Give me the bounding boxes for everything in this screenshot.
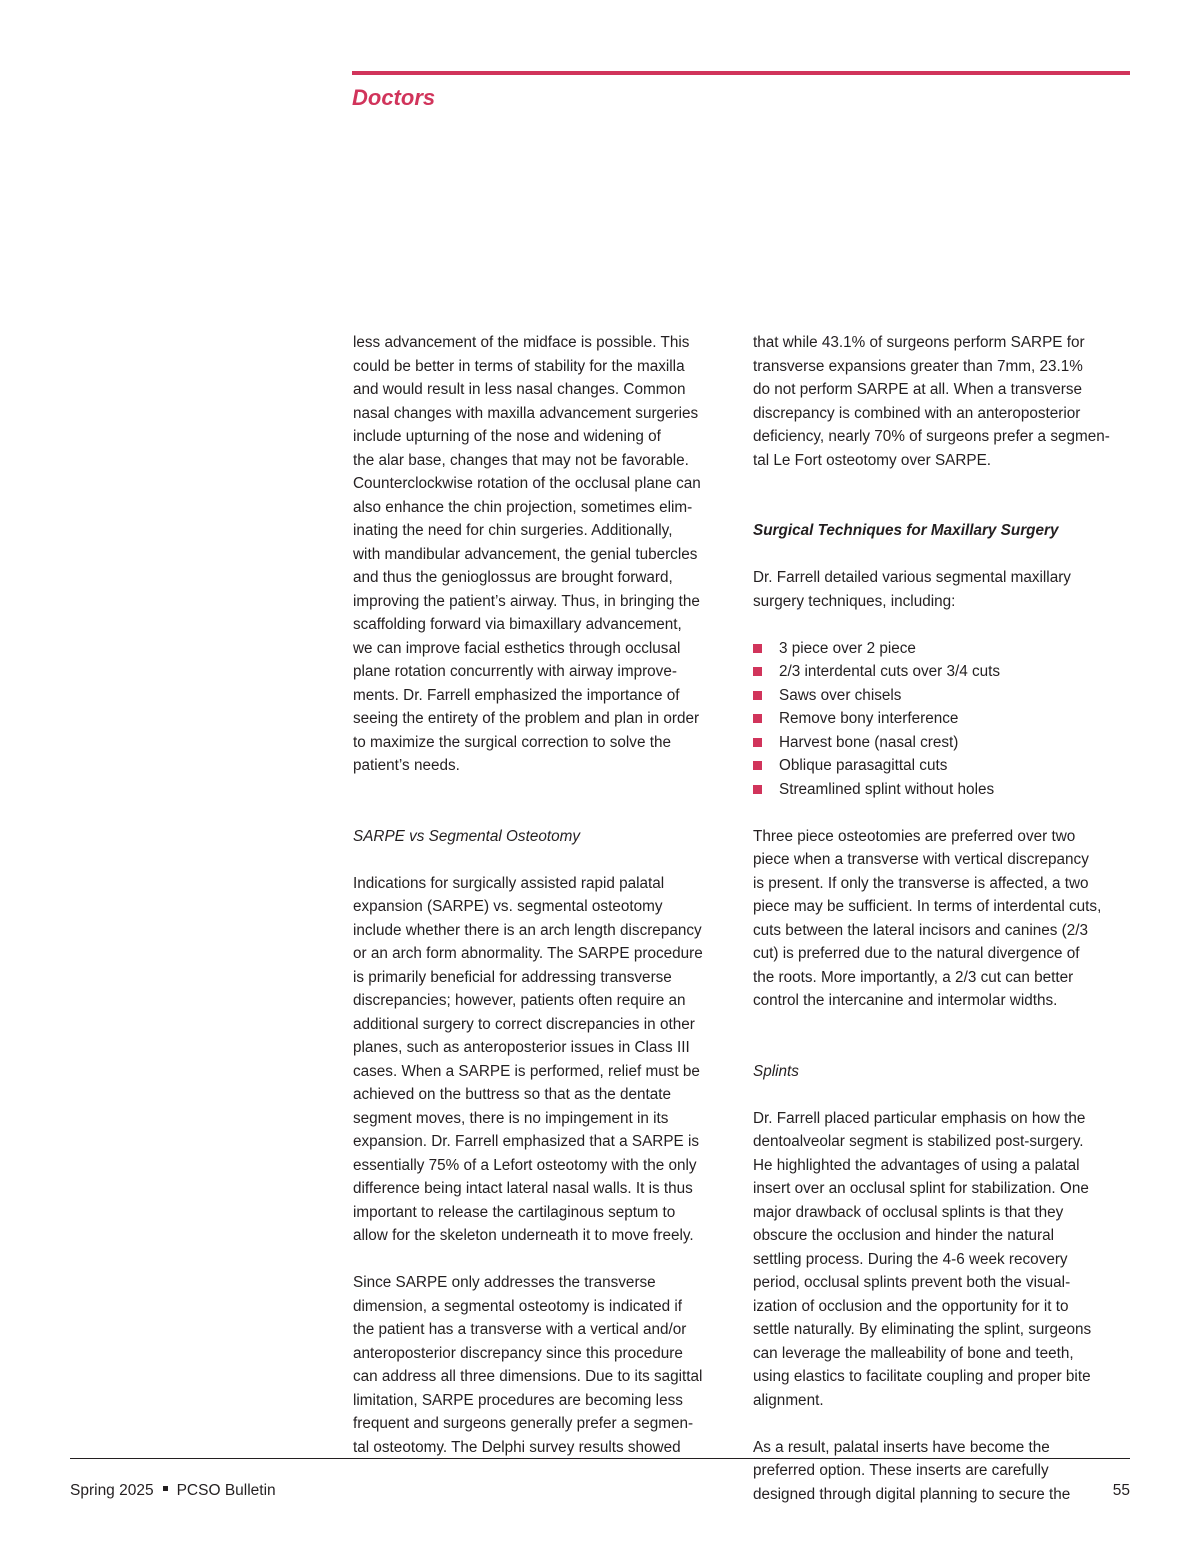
right-paragraph-2: Dr. Farrell detailed various segmental maxillary surgery techniques, including: (753, 569, 1071, 610)
right-paragraph-1: that while 43.1% of surgeons perform SARPE for transverse expansions greater than 7mm, 23.1% do not perform SARPE at all. When a transverse discrepancy is combined with an anteroposterior deficiency, nearly 70% of surgeons prefer a segmen- tal Le Fort osteotomy over SARPE. (753, 334, 1110, 469)
left-paragraph-1: less advancement of the midface is possible. This could be better in terms of stability for the maxilla and would result in less nasal changes. Common nasal changes with maxilla advancement surgeries include upturning of the nose and widening of the alar base, changes that may not be favorable. Counterclockwise rotation of the occlusal plane can also enhance the chin projection, sometimes elim- inating the need for chin surgeries. Additionally, with mandibular advancement, the genial tubercles and thus the genioglossus are brought forward, improving the patient’s airway. Thus, in bringing the scaffolding forward via bimaxillary advancement, we can improve facial esthetics through occlusal plane rotation concurrently with airway improve- ments. Dr. Farrell emphasized the importance of seeing the entirety of the problem and plan in order to maximize the surgical correction to solve the patient’s needs. (353, 334, 701, 774)
list-item (753, 731, 1133, 755)
footer-issue: Spring 2025 (70, 1482, 154, 1499)
top-rule (352, 71, 1130, 75)
left-paragraph-3: Since SARPE only addresses the transverse dimension, a segmental osteotomy is indicated if the patient has a transverse with a vertical and/or anteroposterior discrepancy since this procedure can address all three dimensions. Due to its sagittal limitation, SARPE procedures are becoming less frequent and surgeons generally prefer a segmen- tal osteotomy. The Delphi survey results showed (353, 1274, 703, 1456)
list-item-text: Streamlined splint without holes (779, 780, 995, 798)
list-item-text: Harvest bone (nasal crest) (779, 733, 959, 751)
list-item-text: Saws over chisels (779, 686, 902, 704)
right-column (753, 331, 1133, 1530)
bullet-square-icon (753, 761, 762, 770)
footer-publication: PCSO Bulletin (176, 1482, 276, 1499)
bullet-square-icon (753, 644, 762, 653)
list-item (753, 778, 1133, 802)
bullet-square-icon (753, 714, 762, 723)
footer-separator-icon (163, 1486, 168, 1491)
section-title: Doctors (352, 85, 436, 110)
techniques-list (753, 637, 1133, 802)
list-item-text: Remove bony interference (779, 710, 959, 727)
list-item-text: 3 piece over 2 piece (779, 639, 916, 657)
bullet-square-icon (753, 785, 762, 794)
bullet-square-icon (753, 738, 762, 747)
right-paragraph-4: Dr. Farrell placed particular emphasis on how the dentoalveolar segment is stabilized post-surgery. He highlighted the advantages of using a palatal insert over an occlusal splint for stabilization. One major drawback of occlusal splints is that they obscure the occlusion and hinder the natural settling process. During the 4-6 week recovery period, occlusal splints prevent both the visual- ization of occlusion and the opportunity for it to settle naturally. By eliminating the splint, surgeons can leverage the malleability of bone and teeth, using elastics to facilitate coupling and proper bite alignment. (753, 1109, 1092, 1409)
bullet-square-icon (753, 691, 762, 700)
right-paragraph-5: As a result, palatal inserts have become the preferred option. These inserts are carefully designed through digital planning to secure the (753, 1438, 1071, 1503)
footer-rule (70, 1458, 1130, 1459)
page-number: 55 (1112, 1482, 1130, 1499)
list-item-text: 2/3 interdental cuts over 3/4 cuts (779, 663, 1001, 680)
left-column (353, 331, 733, 1483)
footer-issue-line (70, 1480, 276, 1502)
list-item (753, 754, 1133, 778)
sarpe-subhead-paragraph (353, 801, 733, 1248)
subhead-surgical-techniques: Surgical Techniques for Maxillary Surgery (753, 522, 1059, 539)
list-item (753, 660, 1133, 684)
subhead-splints: Splints (753, 1062, 799, 1080)
list-item (753, 684, 1133, 708)
right-paragraph-3: Three piece osteotomies are preferred over two piece when a transverse with vertical discrepancy is present. If only the transverse is affected, a two piece may be sufficient. In terms of interdental cuts, cuts between the lateral incisors and canines (2/3 cut) is preferred due to the natural divergence of the roots. More importantly, a 2/3 cut can better control the intercanine and intermolar widths. (753, 827, 1102, 1009)
list-item (753, 637, 1133, 661)
list-item-text: Oblique parasagittal cuts (779, 757, 948, 774)
techniques-subhead-paragraph (753, 496, 1133, 614)
list-item (753, 707, 1133, 731)
bullet-square-icon (753, 667, 762, 676)
splints-subhead-paragraph (753, 1036, 1133, 1412)
subhead-sarpe-vs-segmental: SARPE vs Segmental Osteotomy (353, 827, 580, 845)
left-paragraph-2: Indications for surgically assisted rapid palatal expansion (SARPE) vs. segmental osteotomy include whether there is an arch length discrepancy or an arch form abnormality. The SARPE procedure is primarily beneficial for addressing transverse discrepancies; however, patients often require an additional surgery to correct discrepancies in other planes, such as anteroposterior issues in Class III cases. When a SARPE is performed, relief must be achieved on the buttress so that as the dentate segment moves, there is no impingement in its expansion. Dr. Farrell emphasized that a SARPE is essentially 75% of a Lefort osteotomy with the only difference being intact lateral nasal walls. It is thus important to release the cartilaginous septum to allow for the skeleton underneath it to move freely. (353, 874, 703, 1244)
